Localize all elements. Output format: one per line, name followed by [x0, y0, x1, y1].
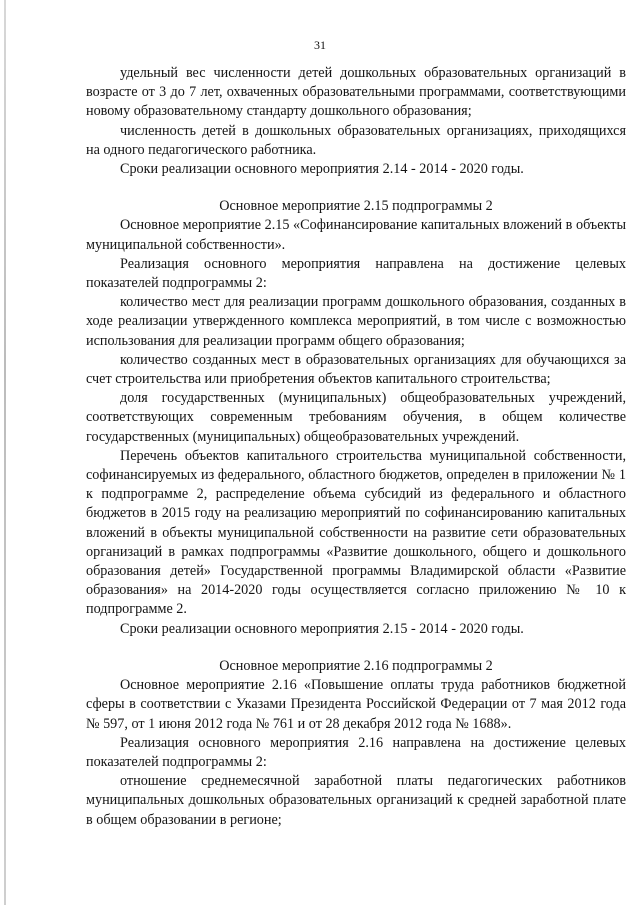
paragraph: численность детей в дошкольных образовательных организациях, приходящихся на одного педагогического работника.: [86, 122, 626, 158]
paragraph: количество мест для реализации программ дошкольного образования, созданных в ходе реализации утвержденного комплекса мероприятий, в том числе с возможностью использования для реализации программ общего образования;: [86, 294, 626, 349]
section-heading-2-15: Основное мероприятие 2.15 подпрограммы 2: [219, 198, 493, 215]
paragraph: Основное мероприятие 2.15 «Софинансирование капитальных вложений в объекты муниципальной собственности».: [86, 217, 626, 253]
paragraph: Сроки реализации основного мероприятия 2.14 - 2014 - 2020 годы.: [120, 161, 524, 178]
document-body: [86, 64, 626, 830]
section-heading-2-16: Основное мероприятие 2.16 подпрограммы 2: [219, 657, 493, 674]
paragraph: Реализация основного мероприятия направлена на достижение целевых показателей подпрограммы 2:: [86, 255, 626, 292]
paragraph: Реализация основного мероприятия 2.16 направлена на достижение целевых показателей подпрограммы 2:: [86, 734, 626, 770]
paragraph: доля государственных (муниципальных) общеобразовательных учреждений, соответствующих современным требованиям обучения, в общем количестве государственных (муниципальных) общеобразовательных учреждений.: [86, 390, 626, 445]
paragraph: удельный вес численности детей дошкольных образовательных организаций в возрасте от 3 до 7 лет, охваченных образовательными программами, соответствующими новому образовательному стандарту дошкольного образования;: [86, 65, 626, 120]
paragraph: отношение среднемесячной заработной платы педагогических работников муниципальных дошкольных образовательных организаций к средней заработной плате в общем образовании в регионе;: [86, 773, 626, 828]
paragraph: количество созданных мест в образовательных организациях для обучающихся за счет строительства или приобретения объектов капитального строительства;: [86, 351, 626, 388]
paragraph: Перечень объектов капитального строительства муниципальной собственности, софинансируемых из федерального, областного бюджетов, определен в приложении № 1 к подпрограмме 2, распределение объема субсидий из федерального и областного бюджетов в 2015 году на реализацию мероприятий по софинансированию капитальных вложений в объекты муниципальной собственности на развитие сети образовательных организаций в рамках подпрограммы «Развитие дошкольного, общего и дошкольного образования детей» Государственной программы Владимирской области «Развитие образования» на 2014-2020 годы осуществляется согласно приложению № 10 к подпрограмме 2.: [86, 447, 626, 618]
paragraph: Основное мероприятие 2.16 «Повышение оплаты труда работников бюджетной сферы в соответствии с Указами Президента Российской Федерации от 7 мая 2012 года № 597, от 1 июня 2012 года № 761 и от 28 декабря 2012 года № 1688».: [86, 677, 626, 732]
paragraph: Сроки реализации основного мероприятия 2.15 - 2014 - 2020 годы.: [120, 620, 524, 637]
scan-edge: [4, 0, 6, 905]
page-number: 31: [314, 38, 326, 52]
